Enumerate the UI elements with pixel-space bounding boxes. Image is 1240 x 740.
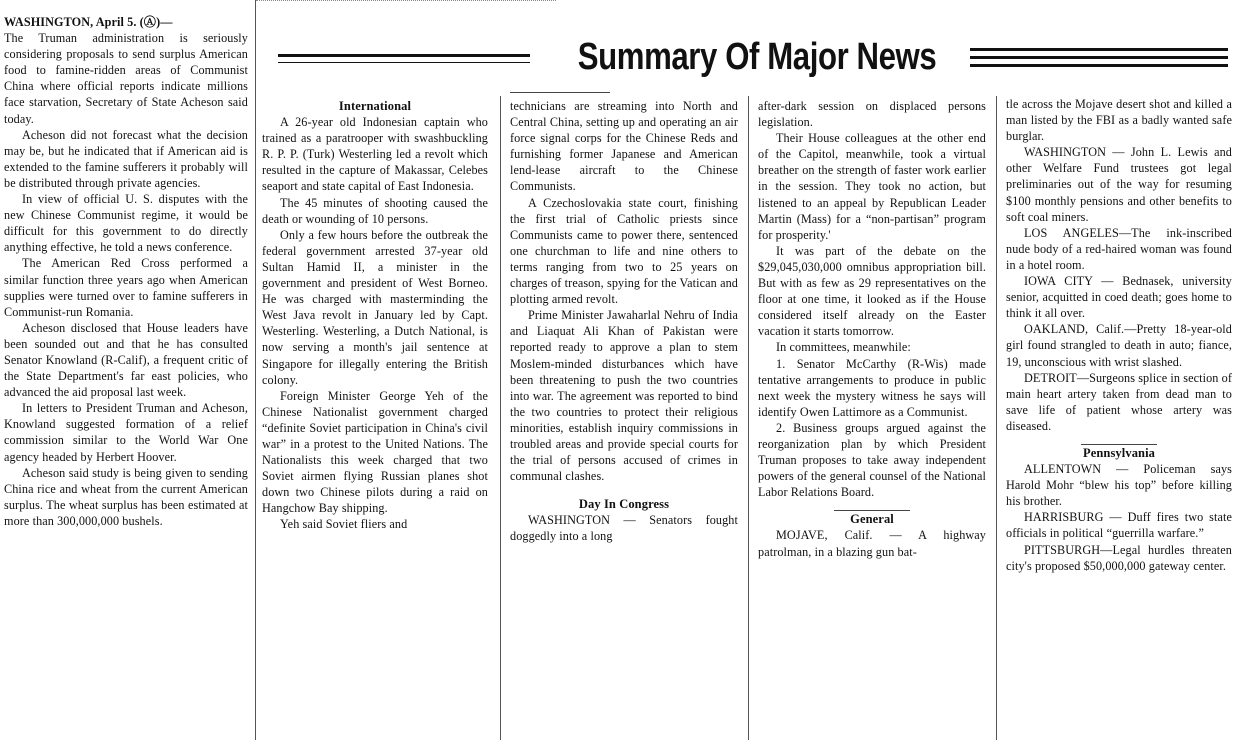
column-rule <box>996 96 997 740</box>
paragraph: Foreign Minister George Yeh of the Chinese Nationalist government charged “definite Soviet participation in China's civil war” in a protest to the United Nations. The Nationalists this week charged that two Soviet airmen flying Russian planes shot down two Chinese pilots during a raid on Hangchow Bay shipping. <box>262 388 488 516</box>
paragraph: Acheson did not forecast what the decision may be, but he indicated that if American aid is extended to the famine sufferers it probably will be distributed through private agencies. <box>4 127 248 190</box>
section-heading: Day In Congress <box>578 497 670 512</box>
paragraph: In letters to President Truman and Acheson, Knowland suggested formation of a relief commission similar to the World War One agency headed by Herbert Hoover. <box>4 401 248 464</box>
paragraph: The 45 minutes of shooting caused the death or wounding of 10 persons. <box>262 195 488 226</box>
page-top-rule <box>256 0 556 7</box>
paragraph: ALLENTOWN — Policeman says Harold Mohr “blew his top” before killing his brother. <box>1006 462 1232 509</box>
paragraph: A Czechoslovakia state court, finishing the first trial of Catholic priests since Communists came to power there, sentenced one churchman to life and nine others to terms ranging from two to 25 years on charges of treason, spying for the Vatican and plotting armed revolt. <box>510 195 738 307</box>
banner-title: Summary Of Major News <box>577 36 937 78</box>
banner-rule-left <box>278 54 530 57</box>
paragraph: tle across the Mojave desert shot and killed a man listed by the FBI as a badly wanted safe burglar. <box>1006 97 1232 144</box>
banner-rule-left <box>278 62 530 63</box>
dateline: WASHINGTON, April 5. (Ⓐ)— <box>4 15 173 29</box>
paragraph: 1. Senator McCarthy (R-Wis) made tentative arrangements to produce in public next week the mystery witness he says will identify Owen Lattimore as a Communist. <box>758 356 986 419</box>
paragraph: In view of official U. S. disputes with the new Chinese Communist regime, it would be difficult for this government to do directly anything effective, he told a news conference. <box>4 192 248 255</box>
column-congress <box>758 98 986 740</box>
paragraph: Only a few hours before the outbreak the federal government arrested 37-year old Sultan Hamid II, a minister in the government and president of West Borneo. He was charged with masterminding the West Java revolt in January led by Capt. Westerling. Westerling, a Dutch National, is now serving a month's jail sentence at Singapore for illegally entering the British colony. <box>262 227 488 387</box>
column-international-cont <box>510 98 738 740</box>
paragraph: Prime Minister Jawaharlal Nehru of India and Liaquat Ali Khan of Pakistan were reported ready to approve a plan to stem Moslem-minded disturbances which have been threatening to push the two countries into war. The agreement was reported to bind the two countries to protect their religious minorities, establish inquiry commissions in troubled areas and provide special courts for the trial of persons accused of crimes in communal clashes. <box>510 308 738 484</box>
paragraph: A 26-year old Indonesian captain who trained as a paratrooper with swashbuckling R. P. P. (Turk) Westerling led a revolt which resulted in the capture of Makassar, Celebes seaport and state capital of East Indonesia. <box>262 115 488 194</box>
column-lead-story <box>4 14 248 740</box>
section-heading: Pennsylvania <box>1082 445 1156 460</box>
paragraph: IOWA CITY — Bednasek, university senior, acquitted in coed death; goes home to think it all over. <box>1006 274 1232 321</box>
paragraph: PITTSBURGH—Legal hurdles threaten city's proposed $50,000,000 gateway center. <box>1006 542 1232 573</box>
paragraph: after-dark session on displaced persons legislation. <box>758 99 986 130</box>
paragraph: The American Red Cross performed a similar function three years ago when American supplies were turned over to famine sufferers in Communist-run Romania. <box>4 256 248 319</box>
paragraph: Yeh said Soviet fliers and <box>280 517 408 532</box>
paragraph: WASHINGTON — John L. Lewis and other Welfare Fund trustees got legal preliminaries out of the way for resuming $100 monthly pensions and other benefits to soft coal miners. <box>1006 145 1232 224</box>
paragraph: DETROIT—Surgeons splice in section of main heart artery taken from dead man to save life of patient whose artery was diseased. <box>1006 370 1232 433</box>
column-rule <box>748 96 749 740</box>
paragraph: Acheson said study is being given to sending China rice and wheat from the current American surplus. The wheat surplus has been estimated at more than 300,000,000 bushels. <box>4 465 248 528</box>
section-heading: International <box>338 99 412 113</box>
paragraph: WASHINGTON — Senators fought doggedly into a long <box>510 513 738 544</box>
paragraph: 2. Business groups argued against the reorganization plan by which President Truman proposes to take away independent powers of the general counsel of the National Labor Relations Board. <box>758 420 986 500</box>
paragraph: It was part of the debate on the $29,045,030,000 omnibus appropriation bill. But with as few as 29 representatives on the floor at one time, it looked as if the House considered itself already on the Easter vacation it starts tomorrow. <box>758 243 986 339</box>
banner-rule-right <box>970 48 1228 51</box>
paragraph: Their House colleagues at the other end of the Capitol, meanwhile, took a virtual breather on the strength of faster work earlier in the session. They took no action, but listened to an appeal by Republican Leader Martin (Mass) for a “non-partisan” program for prosperity.' <box>758 131 986 242</box>
banner <box>278 32 1228 82</box>
paragraph: technicians are streaming into North and Central China, setting up and operating an air force signal corps for the Chinese Reds and furnishing former Japanese and American lend-lease aircraft to the Chinese Communists. <box>510 99 738 194</box>
section-heading: General <box>850 512 894 527</box>
paragraph: MOJAVE, Calif. — A highway patrolman, in a blazing gun bat- <box>758 528 986 559</box>
paragraph: In committees, meanwhile: <box>776 340 911 355</box>
column-rule <box>255 0 256 740</box>
column-rule <box>500 96 501 740</box>
paragraph: The Truman administration is seriously considering proposals to send surplus American food to famine-ridden areas of Communist China where official reports indicate millions face starvation, Secretary of State Acheson said today. <box>4 31 248 126</box>
paragraph: LOS ANGELES—The ink-inscribed nude body of a red-haired woman was found in a hotel room. <box>1006 225 1232 272</box>
paragraph: OAKLAND, Calif.—Pretty 18-year-old girl found strangled to death in auto; fiance, 19, unconscious with wrist slashed. <box>1006 322 1232 369</box>
banner-rule-right <box>970 64 1228 67</box>
paragraph: Acheson disclosed that House leaders have been sounded out and that he has consulted Senator Knowland (R-Calif), a frequent critic of the State Department's far east policies, who advanced the aid proposal last week. <box>4 320 248 400</box>
paragraph: HARRISBURG — Duff fires two state officials in political “guerrilla warfare.” <box>1006 510 1232 541</box>
column-general <box>1006 96 1232 740</box>
banner-rule-right <box>970 56 1228 59</box>
column-international <box>262 98 488 740</box>
banner-underline <box>510 92 610 93</box>
